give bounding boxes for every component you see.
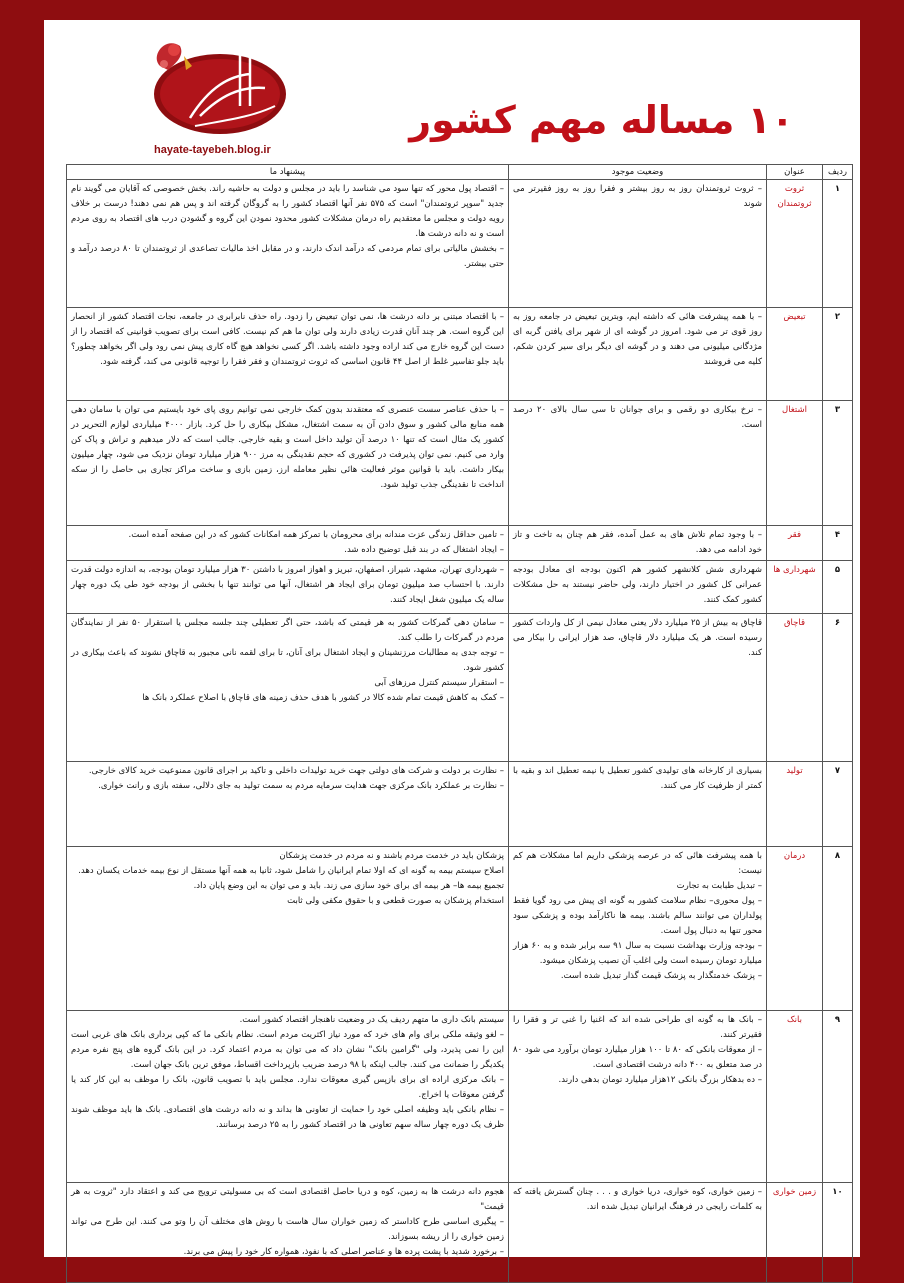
proposal-paragraph: – نظارت بر عملکرد بانک مرکزی جهت هدایت سرمایه مردم به سمت تولید به جای دلالی، سفته بازی و رانت خواری. [98, 781, 504, 791]
table-row [67, 561, 853, 614]
row-proposal [67, 614, 509, 762]
row-status [509, 1011, 767, 1183]
status-paragraph: – بانک ها به گونه ای طراحی شده اند که اغنیا را غنی تر و فقرا را فقیرتر کنند. [513, 1015, 762, 1040]
status-paragraph: – با وجود تمام تلاش های به عمل آمده، فقر هم چنان به تاخت و تاز خود ادامه می دهد. [513, 530, 762, 555]
row-subject: بانک [767, 1011, 823, 1183]
row-number: ۱ [823, 180, 853, 308]
proposal-paragraph: – بانک مرکزی اراده ای برای بازپس گیری معوقات ندارد. مجلس باید با تصویب قانون، بانک را موظف به این کار کند یا گرفتن معوقات یا اخراج. [71, 1075, 504, 1100]
table-row [67, 526, 853, 561]
row-proposal [67, 526, 509, 561]
proposal-paragraph: پزشکان باید در خدمت مردم باشند و نه مردم در خدمت پزشکان [279, 851, 504, 861]
status-paragraph: – پول محوری– نظام سلامت کشور به گونه ای پیش می رود گویا فقط پولداران می توانند سالم باشند. بیمه ها ناکارآمد بوده و پزشکی سود محور تنها به دنبال پول است. [513, 896, 762, 936]
proposal-paragraph: – برخورد شدید با پشت پرده ها و عناصر اصلی که با نفوذ، همواره کار خود را پیش می برند. [183, 1247, 504, 1257]
proposal-paragraph: – بخشش مالیاتی برای تمام مردمی که درآمد اندک دارند، و در مقابل اخذ مالیات تصاعدی از ثروتمندان تا ۸۰ درصد درآمد و حتی بیشتر. [71, 244, 504, 269]
status-paragraph: – بودجه وزارت بهداشت نسبت به سال ۹۱ سه برابر شده و به ۶۰ هزار میلیارد تومان رسیده است ولی اغلب آن نصیب پزشکان میشود. [513, 941, 762, 966]
row-proposal [67, 762, 509, 847]
proposal-paragraph: تجمیع بیمه ها– هر بیمه ای برای خود سازی می زند. باید و می توان به این وضع پایان داد. [193, 881, 504, 891]
proposal-paragraph: – توجه جدی به مطالبات مرزنشینان و ایجاد اشتغال برای آنان، تا برای لقمه نانی مجبور به قاچاق نشوند که باعث بیکاری در کشور شود. [71, 648, 504, 673]
row-subject: شهرداری ها [767, 561, 823, 614]
status-paragraph: با همه پیشرفت هائی که در عرصه پزشکی داریم اما مشکلات هم کم نیست: [513, 851, 762, 876]
row-subject: زمین خواری [767, 1183, 823, 1283]
status-paragraph: بسیاری از کارخانه های تولیدی کشور تعطیل یا نیمه تعطیل اند و بقیه با کمتر از ظرفیت کار می کنند. [513, 766, 762, 791]
table-row [67, 1011, 853, 1183]
row-number: ۷ [823, 762, 853, 847]
proposal-paragraph: – نظارت بر دولت و شرکت های دولتی جهت خرید تولیدات داخلی و تاکید بر اجرای قانون ممنوعیت خرید کالای خارجی. [88, 766, 504, 776]
row-proposal [67, 180, 509, 308]
row-proposal [67, 308, 509, 401]
row-proposal [67, 1011, 509, 1183]
proposal-paragraph: هجوم دانه درشت ها به زمین، کوه و دریا حاصل اقتصادی است که بی مسولیتی ترویج می کند و اعتقاد دارد "ثروت به هر قیمت" [71, 1187, 504, 1212]
status-paragraph: – ده بدهکار بزرگ بانکی ۱۲هزار میلیارد تومان بدهی دارند. [558, 1075, 762, 1085]
status-paragraph: – از معوقات بانکی که ۸۰ تا ۱۰۰ هزار میلیارد تومان برآورد می شود ۸۰ در صد متعلق به ۴۰۰ دانه درشت اقتصادی است. [513, 1045, 762, 1070]
row-status [509, 1183, 767, 1283]
status-paragraph: – با همه پیشرفت هائی که داشته ایم، وبترین تبعیض در جامعه روز به روز قوی تر می شود. امروز در گوشه ای از شهر برای یافتن گربه ای مژدگانی میلیونی می دهند و در گوشه ای دیگر برای سیر کردن شکم، کلیه می فروشند [513, 312, 762, 367]
table-row [67, 180, 853, 308]
row-number: ۶ [823, 614, 853, 762]
row-status [509, 762, 767, 847]
logo-emblem [140, 26, 290, 144]
row-subject: تولید [767, 762, 823, 847]
row-status [509, 401, 767, 526]
proposal-paragraph: – کمک به کاهش قیمت تمام شده کالا در کشور با هدف حذف زمینه های قاچاق با اصلاح عملکرد بانک ها [142, 693, 504, 703]
table-row [67, 308, 853, 401]
proposal-paragraph: استخدام پزشکان به صورت قطعی و با حقوق مکفی ولی ثابت [287, 896, 504, 906]
proposal-paragraph: – با اقتصاد مبتنی بر دانه درشت ها، نمی توان تبعیض را زدود. راه حذف نابرابری در جامعه، نجات اقتصاد کشور از انحصار این گروه است. هر چند آنان قدرت زیادی دارند ولی توان ما هم کم نیست. کافی است برای تصویب قوانینی که اقتصاد را از دست این گروه خارج می کند اراده وجود داشته باشد. اگر کسی نخواهد هیچ گاه کاری پیش نمی رود ولی اگر بخواهد چطور؟ باید جلو تفاسیر غلط از اصل ۴۴ قانون اساسی که ثروت ثروتمندان و فقر فقرا را توجیه قانونی می کند، گرفته شود. [71, 312, 504, 367]
row-status [509, 561, 767, 614]
row-subject: تبعیض [767, 308, 823, 401]
row-status [509, 308, 767, 401]
status-paragraph: – ثروت ثروتمندان روز به روز بیشتر و فقرا روز به روز فقیرتر می شوند [513, 184, 762, 209]
status-paragraph: – تبدیل طبابت به تجارت [676, 881, 762, 891]
proposal-paragraph: – سامان دهی گمرکات کشور به هر قیمتی که باشد، حتی اگر تعطیلی چند جلسه مجلس یا استقرار ۵۰ نفر از نمایندگان مردم در گمرکات را طلب کند. [71, 618, 505, 643]
status-paragraph: – زمین خواری، کوه خواری، دریا خواری و . . . چنان گسترش یافته که به کلمات رایجی در فرهنگ ایرانیان تبدیل شده اند. [513, 1187, 762, 1212]
site-url[interactable]: hayate-tayebeh.blog.ir [154, 144, 271, 156]
header-subject: عنوان [767, 165, 823, 180]
proposal-paragraph: – استقرار سیستم کنترل مرزهای آبی [374, 678, 504, 688]
table-header-row [67, 165, 853, 180]
row-number: ۱۰ [823, 1183, 853, 1283]
page [44, 20, 860, 1257]
row-proposal [67, 847, 509, 1011]
table-row [67, 614, 853, 762]
row-subject: قاچاق [767, 614, 823, 762]
row-proposal [67, 401, 509, 526]
row-number: ۳ [823, 401, 853, 526]
proposal-paragraph: – اقتصاد پول محور که تنها سود می شناسد را باید در مجلس و دولت به حاشیه راند. بخش خصوصی که آقایان می گویند نام جدید "سوپر ثروتمندان" است که ۵۷۵ نفر آنها اقتصاد کشور را به گروگان گرفته اند و پس هم نمی دهند! درست بر خلاف رویه دولت و مجلس ما معتقدیم راه درمان مشکلات کشور محدود نمودن این گروه و گشودن درب های اقتصاد به روی مردم است و نه دانه درشت ها. [71, 184, 504, 239]
row-subject: ثروت ثروتمندان [767, 180, 823, 308]
status-paragraph: – پزشک خدمتگذار به پزشک قیمت گذار تبدیل شده است. [560, 971, 762, 981]
row-subject: اشتغال [767, 401, 823, 526]
header-row-number: ردیف [823, 165, 853, 180]
row-number: ۸ [823, 847, 853, 1011]
row-subject: درمان [767, 847, 823, 1011]
table-row [67, 1183, 853, 1283]
header-status: وضعیت موجود [509, 165, 767, 180]
row-status [509, 180, 767, 308]
table-body [67, 180, 853, 1283]
proposal-paragraph: – لغو وثیقه ملکی برای وام های خرد که مورد نیاز اکثریت مردم است. نظام بانکی ما که کپی برداری بانک های غربی است این را نمی پذیرد، ولی "گرامین بانک" نشان داد که می توان به مردم اعتماد کرد. در این بانک گروه های پنج نفره مردم یکدیگر را ضمانت می کنند. جالب اینکه با ۹۸ درصد ضریب بازپرداخت اقساط، موفق ترین بانک جهان است. [71, 1030, 504, 1070]
row-number: ۹ [823, 1011, 853, 1183]
row-status [509, 526, 767, 561]
row-subject: فقر [767, 526, 823, 561]
page-title: ۱۰ مساله مهم کشور [409, 98, 794, 142]
proposal-paragraph: اصلاح سیستم بیمه به گونه ای که اولا تمام ایرانیان را شامل شود، ثانیا به همه آنها مستقل از نوع بیمه خدمات یکسان دهد. [78, 866, 504, 876]
header-proposal: پیشنهاد ما [67, 165, 509, 180]
issues-table [66, 164, 853, 1283]
proposal-paragraph: – ایجاد اشتغال که در بند قبل توضیح داده شد. [344, 545, 504, 555]
row-number: ۴ [823, 526, 853, 561]
table-row [67, 762, 853, 847]
proposal-paragraph: – شهرداری تهران، مشهد، شیراز، اصفهان، تبریز و اهواز امروز با داشتن ۳۰ هزار میلیارد تومان بودجه، به اندازه دولت قدرت دارند. با احتساب صد میلیون تومان برای ایجاد هر اشتغال، آنها می توانند تنها با بخشی از بودجه خود طی یک دوره چهار ساله یک میلیون شغل ایجاد کنند. [71, 565, 504, 605]
proposal-paragraph: – تامین حداقل زندگی عزت مندانه برای محرومان با تمرکز همه امکانات کشور که در این صفحه آمده است. [128, 530, 504, 540]
status-paragraph: – نرخ بیکاری دو رقمی و برای جوانان تا سی سال بالای ۲۰ درصد است. [513, 405, 762, 430]
table-row [67, 401, 853, 526]
proposal-paragraph: – نظام بانکی باید وظیفه اصلی خود را حمایت از تعاونی ها بداند و نه دانه درشت های اقتصادی. بانک ها باید موظف شوند ظرف یک دوره چهار ساله سهم تعاونی ها در اقتصاد کشور را به ۲۵ درصد برسانند. [71, 1105, 504, 1130]
proposal-paragraph: سیستم بانک داری ما متهم ردیف یک در وضعیت ناهنجار اقتصاد کشور است. [239, 1015, 504, 1025]
row-number: ۲ [823, 308, 853, 401]
row-number: ۵ [823, 561, 853, 614]
row-proposal [67, 561, 509, 614]
table-row [67, 847, 853, 1011]
row-status [509, 847, 767, 1011]
status-paragraph: شهرداری شش کلانشهر کشور هم اکنون بودجه ای معادل بودجه عمرانی کل کشور در اختیار دارند، ولی حاضر نیستند به حل مشکلات کشور کمک کنند. [513, 565, 762, 605]
row-proposal [67, 1183, 509, 1283]
row-status [509, 614, 767, 762]
proposal-paragraph: – با حذف عناصر سست عنصری که معتقدند بدون کمک خارجی نمی توانیم روی پای خود بایستیم می توان با سامان دهی همه منابع مالی کشور و سوق دادن آن به سمت اشتغال، مشکل بیکاری را حل کرد. بازار ۴۰۰۰ میلیاردی لوازم التحریر در کشور یک مثال است که تنها ۱۰ درصد آن تولید داخل است و بقیه خارجی. جالب است که دلار میدهیم و تراش و پاک کن وارد می کنیم. نمی توان پذیرفت در کشوری که حجم نقدینگی به مرز ۹۰۰ هزار میلیارد تومان نزدیک می شود، چهار میلیون بیکار داشت. باید با قوانین موثر فعالیت هائی نظیر معامله ارز، زمین بازی و ساخت مراکز تجاری بی حاصل را از سکه انداخت تا نقدینگی جذب تولید شود. [71, 405, 504, 490]
status-paragraph: قاچاق به بیش از ۲۵ میلیارد دلار یعنی معادل نیمی از کل واردات کشور رسیده است. هر یک میلیارد دلار قاچاق، صد هزار ایرانی را بیکار می کند. [513, 618, 763, 658]
proposal-paragraph: – پیگیری اساسی طرح کاداستر که زمین خواران سال هاست با روش های مختلف آن را وتو می کنند. این طرح می تواند زمین خواری را از ریشه بسوزاند. [71, 1217, 504, 1242]
